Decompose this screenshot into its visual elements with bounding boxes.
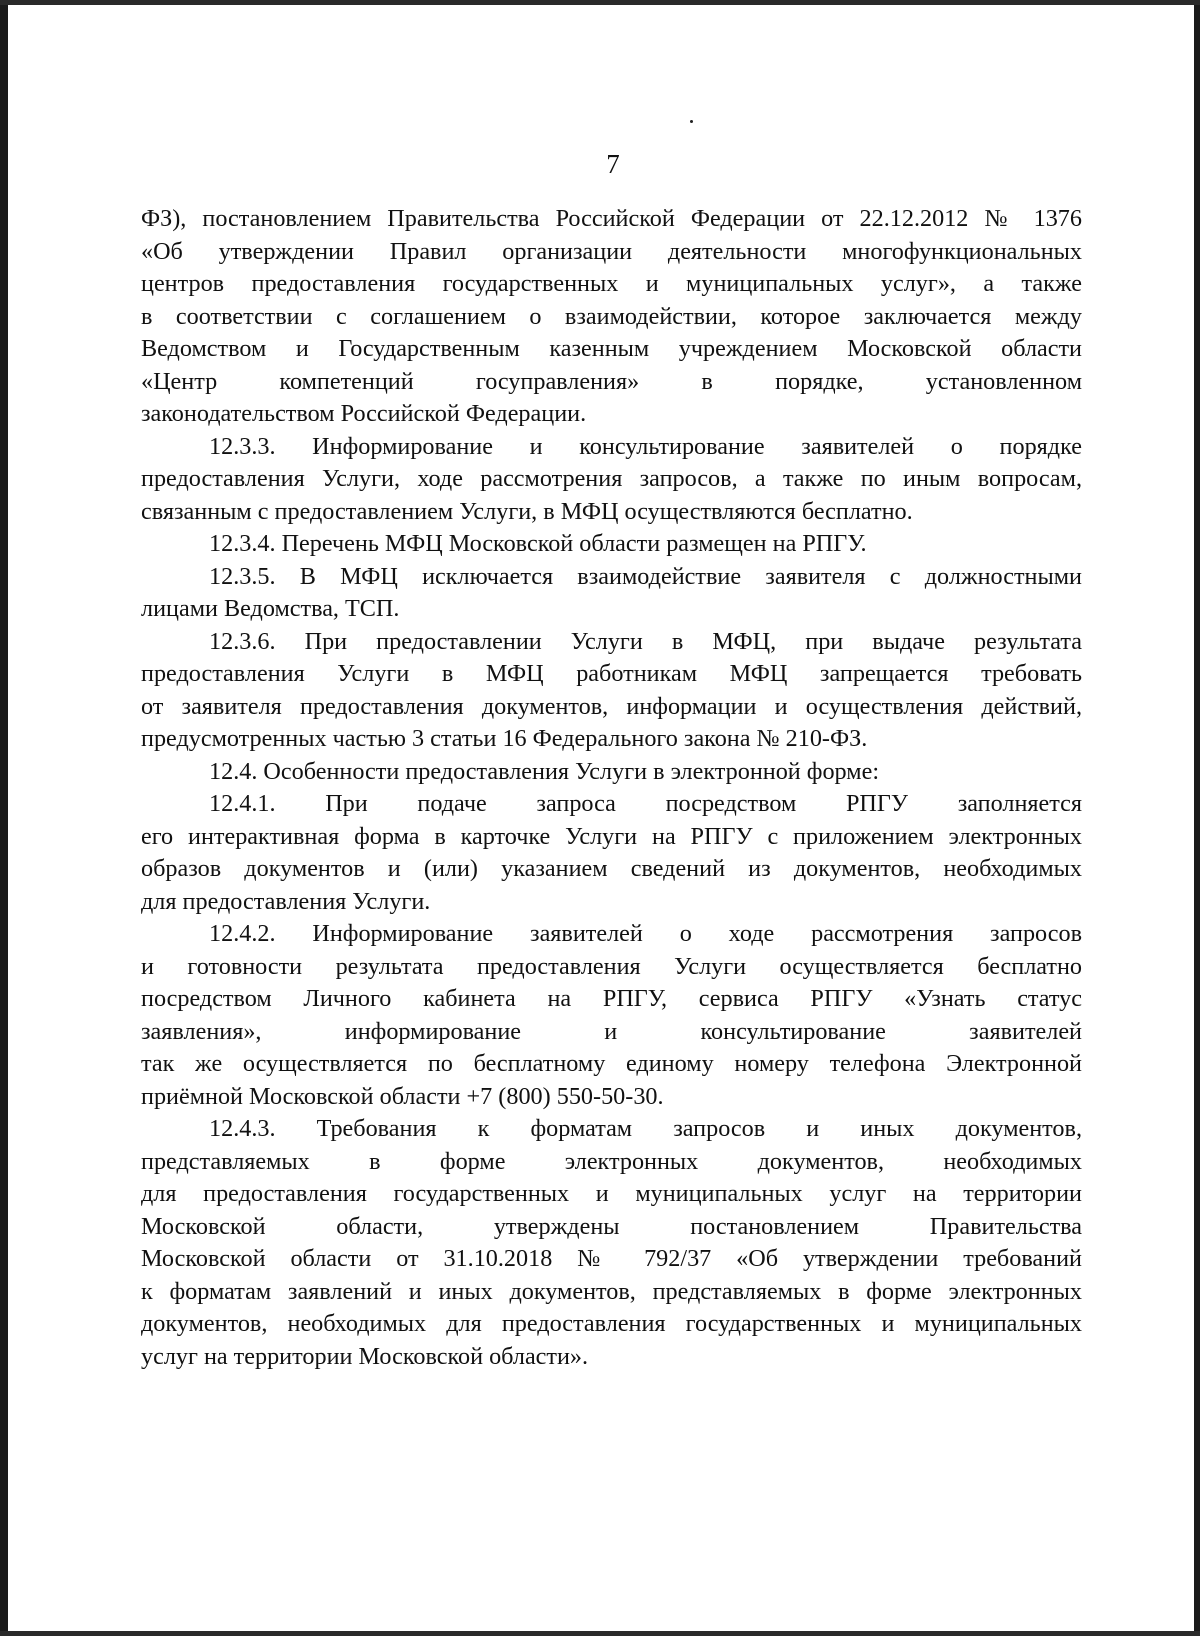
text-line: Московской области, утверждены постановлением Правительства (141, 1212, 1082, 1240)
scan-edge-right (1194, 0, 1200, 1636)
text-line: предусмотренных частью 3 статьи 16 Федерального закона № 210-ФЗ. (141, 725, 868, 752)
text-line: его интерактивная форма в карточке Услуги на РПГУ с приложением электронных (141, 822, 1082, 850)
text-line: в соответствии с соглашением о взаимодействии, которое заключается между (141, 302, 1082, 330)
text-line: ФЗ), постановлением Правительства Российской Федерации от 22.12.2012 № 1376 (141, 205, 1082, 232)
text-line: лицами Ведомства, ТСП. (141, 595, 400, 622)
scan-edge-left (0, 0, 8, 1636)
text-line: «Центр компетенций госуправления» в порядке, установленном (141, 367, 1082, 395)
text-line: центров предоставления государственных и муниципальных услуг», а также (141, 270, 1082, 297)
text-line: связанным с предоставлением Услуги, в МФЦ осуществляются бесплатно. (141, 497, 913, 525)
text-line: Московской области от 31.10.2018 № 792/37 «Об утверждении требований (141, 1245, 1082, 1272)
text-line: посредством Личного кабинета на РПГУ, сервиса РПГУ «Узнать статус (141, 985, 1082, 1012)
text-line: представляемых в форме электронных документов, необходимых (141, 1147, 1082, 1175)
text-line: заявления», информирование и консультирование заявителей (141, 1017, 1082, 1045)
page-number: 7 (606, 149, 620, 179)
text-line: приёмной Московской области +7 (800) 550-50-30. (141, 1082, 664, 1110)
text-line: Ведомством и Государственным казенным учреждением Московской области (141, 335, 1082, 362)
scan-edge-top (0, 0, 1200, 5)
text-line: 12.4.1. При подаче запроса посредством РПГУ заполняется (209, 790, 1082, 817)
text-line: 12.4.2. Информирование заявителей о ходе рассмотрения запросов (209, 920, 1082, 947)
text-line: 12.3.3. Информирование и консультирование заявителей о порядке (209, 432, 1082, 460)
text-line: предоставления Услуги в МФЦ работникам МФЦ запрещается требовать (141, 660, 1082, 687)
text-line: услуг на территории Московской области». (141, 1342, 589, 1370)
text-line: законодательством Российской Федерации. (141, 400, 587, 427)
text-line: 12.4. Особенности предоставления Услуги в электронной форме: (209, 757, 880, 785)
text-line: 12.3.5. В МФЦ исключается взаимодействие заявителя с должностными (209, 562, 1082, 590)
text-line: 12.3.4. Перечень МФЦ Московской области размещен на РПГУ. (209, 530, 867, 557)
text-line: для предоставления государственных и муниципальных услуг на территории (141, 1180, 1082, 1207)
text-line: 12.3.6. При предоставлении Услуги в МФЦ, при выдаче результата (209, 627, 1082, 655)
text-line: и готовности результата предоставления Услуги осуществляется бесплатно (141, 952, 1082, 980)
text-line: 12.4.3. Требования к форматам запросов и иных документов, (209, 1115, 1082, 1142)
text-line: так же осуществляется по бесплатному единому номеру телефона Электронной (141, 1050, 1082, 1077)
scan-speck (690, 120, 693, 123)
text-line: документов, необходимых для предоставления государственных и муниципальных (141, 1310, 1082, 1337)
text-line: образов документов и (или) указанием сведений из документов, необходимых (141, 855, 1082, 882)
scan-edge-bottom (0, 1631, 1200, 1636)
text-line: предоставления Услуги, ходе рассмотрения запросов, а также по иным вопросам, (141, 465, 1082, 492)
text-line: «Об утверждении Правил организации деятельности многофункциональных (141, 237, 1082, 265)
text-line: для предоставления Услуги. (141, 887, 431, 915)
text-line: к форматам заявлений и иных документов, представляемых в форме электронных (141, 1277, 1082, 1305)
document-body (141, 203, 1082, 1373)
text-line: от заявителя предоставления документов, информации и осуществления действий, (141, 692, 1082, 720)
